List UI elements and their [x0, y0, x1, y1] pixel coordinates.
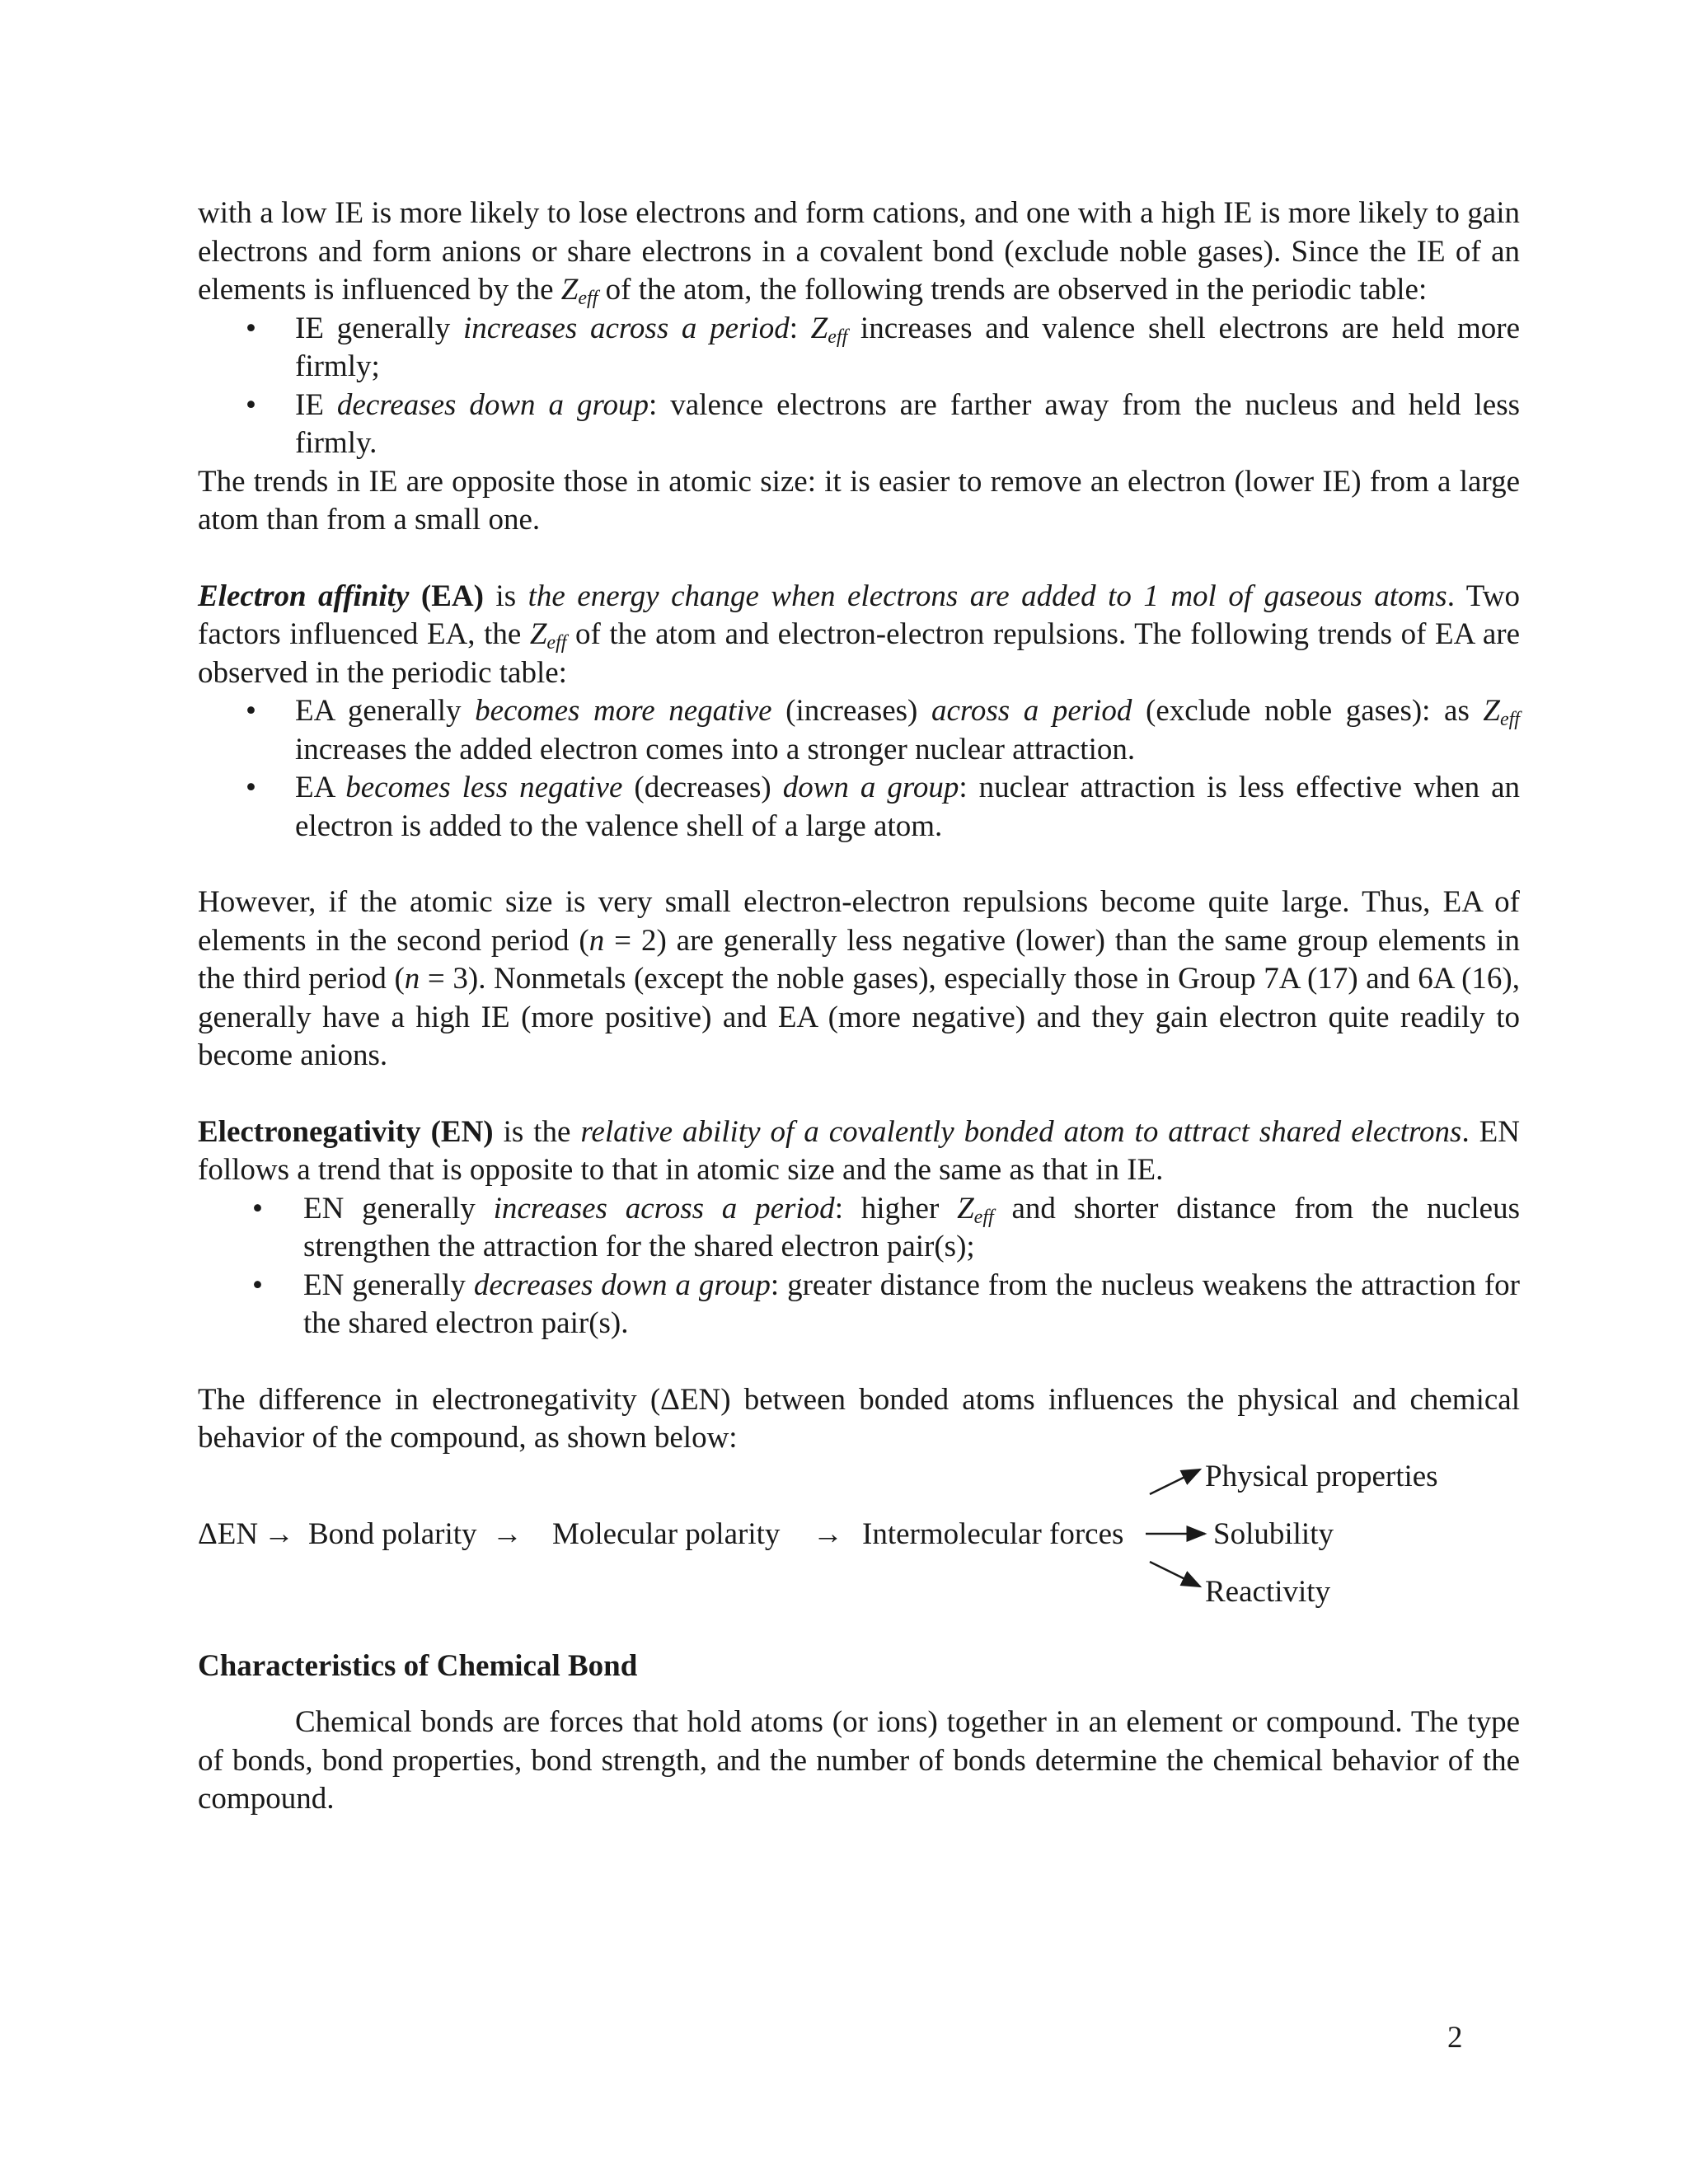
electron-affinity-paragraph: Electron affinity (EA) is the energy change when electrons are added to 1 mol of gaseous atoms. Two factors influenced EA, the $Z_{eff}$ of the atom and electron-electron repulsions. The following trends of EA are observed in the periodic table: [198, 579, 1521, 690]
chemical-bond-paragraph: Chemical bonds are forces that hold atoms (or ions) together in an element or compound. The type of bonds, bond properties, bond strength, and the number of bonds determine the chemical behavior of the compound. [198, 1705, 1520, 1816]
section-heading: Characteristics of Chemical Bond [198, 1648, 638, 1683]
flow-node-molecular-polarity: Molecular polarity [552, 1516, 781, 1551]
right-arrow-icon: → [264, 1516, 294, 1551]
page-number: 2 [1447, 2021, 1463, 2055]
flow-node-delta-en: ΔEN [198, 1516, 259, 1551]
ea-exceptions-paragraph: However, if the atomic size is very small electron-electron repulsions become quite large. Thus, EA of elements in the second period (n = 2) are generally less negative (lower) than the same group elements in the third period (n = 3). Nonmetals (except the noble gases), especially those in Group 7A (17) and 6A (16), generally have a high IE (more positive) and EA (more negative) and they gain electron quite readily to become anions. [198, 885, 1521, 1072]
list-item: • EN generally increases across a period: higher $Z_{eff}$ and shorter distance from the nucleus strengthen the attraction for the shared electron pair(s); [252, 1191, 1520, 1263]
polarity-flow-diagram [198, 1458, 1520, 1626]
right-arrow-icon: → [492, 1516, 523, 1551]
flow-node-solubility: Solubility [1213, 1516, 1334, 1551]
delta-en-paragraph: The difference in electronegativity (ΔEN) between bonded atoms influences the physical and chemical behavior of the compound, as shown below: [198, 1382, 1520, 1455]
bullet-icon: • [252, 1268, 263, 1302]
ea-trend-list [198, 692, 1520, 846]
flow-node-bond-polarity: Bond polarity [308, 1516, 477, 1551]
list-item: • EN generally decreases down a group: greater distance from the nucleus weakens the attraction for the shared electron pair(s). [252, 1268, 1521, 1340]
flow-node-intermolecular-forces: Intermolecular forces [862, 1516, 1124, 1551]
list-item: • EA becomes less negative (decreases) down a group: nuclear attraction is less effective when an electron is added to the valence shell of a large atom. [246, 771, 1521, 843]
flow-node-physical-properties: Physical properties [1205, 1459, 1438, 1493]
flow-node-reactivity: Reactivity [1205, 1574, 1331, 1609]
bullet-icon: • [246, 694, 256, 728]
page-body [198, 194, 1520, 1819]
en-trend-list [198, 1190, 1520, 1343]
list-item: • IE generally increases across a period: $Z_{eff}$ increases and valence shell electrons are held more firmly; [246, 311, 1520, 383]
bullet-icon: • [246, 311, 256, 345]
right-arrow-icon: → [813, 1516, 843, 1551]
bullet-icon: • [246, 387, 256, 422]
list-item: • IE decreases down a group: valence electrons are farther away from the nucleus and held less firmly. [246, 387, 1520, 460]
branch-arrows-icon [198, 1458, 1520, 1626]
ie-trend-list [198, 310, 1520, 463]
list-item: • EA generally becomes more negative (increases) across a period (exclude noble gases): as $Z_{eff}$ increases the added electron comes into a stronger nuclear attraction. [246, 694, 1520, 766]
ie-summary-paragraph: The trends in IE are opposite those in atomic size: it is easier to remove an electron (lower IE) from a large atom than from a small one. [198, 464, 1520, 537]
bullet-icon: • [252, 1191, 263, 1226]
electronegativity-paragraph: Electronegativity (EN) is the relative ability of a covalently bonded atom to attract shared electrons. EN follows a trend that is opposite to that in atomic size and the same as that in IE. [198, 1114, 1521, 1187]
ie-intro-paragraph: with a low IE is more likely to lose electrons and form cations, and one with a high IE is more likely to gain electrons and form anions or share electrons in a covalent bond (exclude noble gases). Since the IE of an elements is influenced by the $Z_{eff}$ of the atom, the following trends are observed in the periodic table: [198, 196, 1520, 309]
bullet-icon: • [246, 771, 256, 804]
